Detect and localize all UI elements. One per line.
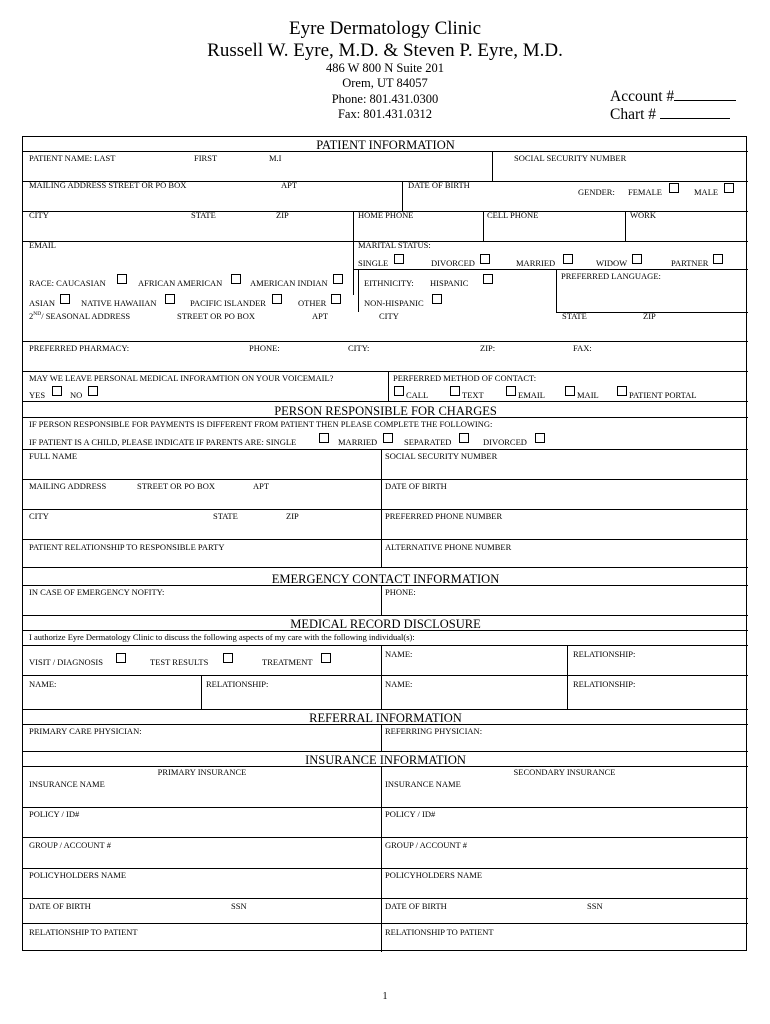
divider [23, 479, 748, 480]
parents-separated-checkbox[interactable] [459, 433, 469, 443]
work-phone-label: WORK [630, 210, 656, 220]
disclosure-tests-checkbox[interactable] [223, 653, 233, 663]
clinic-phone: Phone: 801.431.0300 [331, 92, 439, 106]
primary-ssn-label: SSN [231, 901, 247, 911]
divider [23, 371, 748, 372]
divider [23, 751, 748, 752]
marital-divorced-checkbox[interactable] [480, 254, 490, 264]
contact-call-checkbox[interactable] [394, 386, 404, 396]
divider [402, 181, 403, 211]
race-asian-label: ASIAN [29, 298, 55, 308]
marital-partner-checkbox[interactable] [713, 254, 723, 264]
patient-ssn-label: SOCIAL SECURITY NUMBER [514, 153, 627, 163]
apt-label: APT [281, 180, 298, 190]
home-phone-label: HOME PHONE [358, 210, 414, 220]
marital-married-label: MARRIED [516, 258, 556, 268]
gender-male-label: MALE [694, 187, 719, 197]
seasonal-state-label: STATE [562, 311, 587, 321]
contact-portal-label: PATIENT PORTAL [629, 390, 697, 400]
divider [23, 675, 748, 676]
referring-physician-label: REFERRING PHYSICIAN: [385, 726, 483, 736]
pharmacy-phone-label: PHONE: [249, 343, 280, 353]
marital-partner-label: PARTNER [671, 258, 709, 268]
race-pacific-islander-label: PACIFIC ISLANDER [190, 298, 266, 308]
seasonal-zip-label: ZIP [643, 311, 656, 321]
ethnicity-non-hispanic-checkbox[interactable] [432, 294, 442, 304]
parents-separated-label: SEPARATED [404, 437, 452, 447]
section-title-responsible-party: PERSON RESPONSIBLE FOR CHARGES [274, 404, 497, 418]
divider [556, 269, 557, 312]
responsible-full-name-label: FULL NAME [29, 451, 78, 461]
race-african-american-label: AFRICAN AMERICAN [138, 278, 223, 288]
disclosure-name-label-2: NAME: [29, 679, 57, 689]
section-title-emergency-contact: EMERGENCY CONTACT INFORMATION [271, 572, 500, 586]
race-native-hawaiian-label: NATIVE HAWAIIAN [81, 298, 157, 308]
disclosure-name-label-3: NAME: [385, 679, 413, 689]
divider [381, 645, 382, 709]
primary-dob-label: DATE OF BIRTH [29, 901, 91, 911]
primary-policy-label: POLICY / ID# [29, 809, 80, 819]
divider [353, 269, 748, 270]
secondary-relationship-label: RELATIONSHIP TO PATIENT [385, 927, 494, 937]
dob-label: DATE OF BIRTH [408, 180, 470, 190]
divider [625, 211, 626, 241]
divider [23, 417, 748, 418]
responsible-instruction: IF PERSON RESPONSIBLE FOR PAYMENTS IS DIFFERENT FROM PATIENT THEN PLEASE COMPLETE THE FOLLOWING: [29, 419, 493, 429]
city-label: CITY [29, 210, 49, 220]
doctor-names: Russell W. Eyre, M.D. & Steven P. Eyre, M.D. [207, 40, 563, 61]
account-label: Account # [610, 88, 675, 105]
divider [492, 151, 493, 181]
clinic-name: Eyre Dermatology Clinic [288, 18, 482, 39]
secondary-insurance-name-label: INSURANCE NAME [385, 779, 461, 789]
contact-email-label: EMAIL [518, 390, 545, 400]
emergency-phone-label: PHONE: [385, 587, 416, 597]
voicemail-yes-label: YES [29, 390, 46, 400]
pharmacy-city-label: CITY: [348, 343, 370, 353]
secondary-policyholder-label: POLICYHOLDERS NAME [385, 870, 483, 880]
secondary-ssn-label: SSN [587, 901, 603, 911]
divider [23, 630, 748, 631]
divider [353, 211, 354, 241]
page-number: 1 [382, 991, 388, 1002]
divider [23, 807, 748, 808]
race-african-american-checkbox[interactable] [231, 274, 241, 284]
parents-divorced-label: DIVORCED [483, 437, 527, 447]
disclosure-relationship-label-3: RELATIONSHIP: [573, 679, 636, 689]
parents-married-checkbox[interactable] [383, 433, 393, 443]
parents-status-label: IF PATIENT IS A CHILD, PLEASE INDICATE IF PARENTS ARE: SINGLE [29, 437, 297, 447]
responsible-apt-label: APT [253, 481, 270, 491]
divider [381, 766, 382, 952]
divider [23, 539, 748, 540]
disclosure-treatment-label: TREATMENT [262, 657, 313, 667]
contact-email-checkbox[interactable] [506, 386, 516, 396]
section-title-disclosure: MEDICAL RECORD DISCLOSURE [290, 617, 481, 631]
divider [23, 868, 748, 869]
race-asian-checkbox[interactable] [60, 294, 70, 304]
divider [201, 675, 202, 709]
race-american-indian-checkbox[interactable] [333, 274, 343, 284]
primary-physician-label: PRIMARY CARE PHYSICIAN: [29, 726, 142, 736]
voicemail-yes-checkbox[interactable] [52, 386, 62, 396]
ethnicity-label: EITHNICITY: [364, 278, 414, 288]
marital-widow-checkbox[interactable] [632, 254, 642, 264]
emergency-notify-label: IN CASE OF EMERGENCY NOFITY: [29, 587, 165, 597]
patient-mi-label: M.I [269, 153, 282, 163]
section-title-referral: REFERRAL INFORMATION [309, 711, 462, 725]
race-pacific-islander-checkbox[interactable] [272, 294, 282, 304]
cell-phone-label: CELL PHONE [487, 210, 539, 220]
clinic-fax: Fax: 801.431.0312 [337, 107, 433, 121]
chart-number-field[interactable] [610, 106, 730, 124]
marital-status-label: MARITAL STATUS: [358, 240, 431, 250]
disclosure-visit-label: VISIT / DIAGNOSIS [29, 657, 103, 667]
parents-divorced-checkbox[interactable] [535, 433, 545, 443]
voicemail-question: MAY WE LEAVE PERSONAL MEDICAL INFORAMTION ON YOUR VOICEMAIL? [29, 373, 334, 383]
marital-single-label: SINGLE [358, 258, 389, 268]
marital-divorced-label: DIVORCED [431, 258, 475, 268]
secondary-insurance-heading: SECONDARY INSURANCE [513, 767, 616, 777]
seasonal-city-label: CITY [379, 311, 399, 321]
divider [23, 401, 748, 402]
responsible-state-label: STATE [213, 511, 238, 521]
divider [381, 449, 382, 567]
parents-married-label: MARRIED [338, 437, 378, 447]
divider [23, 724, 748, 725]
mailing-address-label: MAILING ADDRESS STREET OR PO BOX [29, 180, 187, 190]
ethnicity-hispanic-checkbox[interactable] [483, 274, 493, 284]
race-other-label: OTHER [298, 298, 327, 308]
primary-group-label: GROUP / ACCOUNT # [29, 840, 111, 850]
section-title-insurance: INSURANCE INFORMATION [305, 753, 466, 767]
primary-relationship-label: RELATIONSHIP TO PATIENT [29, 927, 138, 937]
zip-label: ZIP [276, 210, 289, 220]
divider [483, 211, 484, 241]
divider [23, 615, 748, 616]
divider [23, 923, 748, 924]
voicemail-no-checkbox[interactable] [88, 386, 98, 396]
contact-text-checkbox[interactable] [450, 386, 460, 396]
divider [23, 151, 748, 152]
account-number-field[interactable] [610, 88, 736, 106]
seasonal-apt-label: APT [312, 311, 329, 321]
divider [23, 898, 748, 899]
responsible-zip-label: ZIP [286, 511, 299, 521]
responsible-city-label: CITY [29, 511, 49, 521]
gender-female-checkbox[interactable] [669, 183, 679, 193]
voicemail-no-label: NO [70, 390, 83, 400]
pharmacy-fax-label: FAX: [573, 343, 592, 353]
divider [23, 585, 748, 586]
gender-male-checkbox[interactable] [724, 183, 734, 193]
responsible-street-label: STREET OR PO BOX [137, 481, 216, 491]
responsible-ssn-label: SOCIAL SECURITY NUMBER [385, 451, 498, 461]
seasonal-street-label: STREET OR PO BOX [177, 311, 256, 321]
divider [23, 766, 748, 767]
primary-policyholder-label: POLICYHOLDERS NAME [29, 870, 127, 880]
responsible-dob-label: DATE OF BIRTH [385, 481, 447, 491]
divider [23, 509, 748, 510]
clinic-street: 486 W 800 N Suite 201 [326, 61, 444, 75]
contact-portal-checkbox[interactable] [617, 386, 627, 396]
divider [388, 371, 389, 401]
clinic-city: Orem, UT 84057 [342, 76, 428, 90]
contact-mail-label: MAIL [577, 390, 599, 400]
responsible-preferred-phone-label: PREFERRED PHONE NUMBER [385, 511, 503, 521]
disclosure-name-label-1: NAME: [385, 649, 413, 659]
contact-text-label: TEXT [462, 390, 484, 400]
state-label: STATE [191, 210, 216, 220]
parents-single-checkbox[interactable] [319, 433, 329, 443]
responsible-alt-phone-label: ALTERNATIVE PHONE NUMBER [385, 542, 512, 552]
gender-female-label: FEMALE [628, 187, 662, 197]
disclosure-relationship-label-1: RELATIONSHIP: [573, 649, 636, 659]
divider [23, 449, 748, 450]
pharmacy-zip-label: ZIP: [480, 343, 496, 353]
seasonal-address-label: 2ND/ SEASONAL ADDRESS [29, 311, 131, 321]
disclosure-treatment-checkbox[interactable] [321, 653, 331, 663]
patient-last-name-label: PATIENT NAME: LAST [29, 153, 116, 163]
contact-mail-checkbox[interactable] [565, 386, 575, 396]
ethnicity-hispanic-label: HISPANIC [430, 278, 469, 288]
secondary-dob-label: DATE OF BIRTH [385, 901, 447, 911]
race-native-hawaiian-checkbox[interactable] [165, 294, 175, 304]
preferred-language-label: PREFERRED LANGUAGE: [561, 271, 661, 281]
primary-insurance-name-label: INSURANCE NAME [29, 779, 105, 789]
gender-label: GENDER: [578, 187, 615, 197]
secondary-group-label: GROUP / ACCOUNT # [385, 840, 467, 850]
account-line [674, 89, 736, 101]
secondary-policy-label: POLICY / ID# [385, 809, 436, 819]
disclosure-visit-checkbox[interactable] [116, 653, 126, 663]
disclosure-tests-label: TEST RESULTS [150, 657, 209, 667]
divider [23, 645, 748, 646]
race-caucasian-checkbox[interactable] [117, 274, 127, 284]
divider [381, 724, 382, 751]
email-label: EMAIL [29, 240, 56, 250]
divider [23, 341, 748, 342]
race-caucasian-label: RACE: CAUCASIAN [29, 278, 106, 288]
contact-method-label: PERFERRED METHOD OF CONTACT: [393, 373, 537, 383]
pharmacy-label: PREFERRED PHARMACY: [29, 343, 130, 353]
disclosure-relationship-label-2: RELATIONSHIP: [206, 679, 269, 689]
divider [381, 585, 382, 615]
contact-call-label: CALL [406, 390, 429, 400]
patient-form [22, 136, 747, 951]
chart-line [660, 107, 730, 119]
race-other-checkbox[interactable] [331, 294, 341, 304]
responsible-relationship-label: PATIENT RELATIONSHIP TO RESPONSIBLE PARTY [29, 542, 225, 552]
divider [23, 567, 748, 568]
divider [358, 269, 359, 312]
race-american-indian-label: AMERICAN INDIAN [250, 278, 328, 288]
marital-widow-label: WIDOW [596, 258, 628, 268]
divider [567, 645, 568, 709]
divider [23, 709, 748, 710]
disclosure-authorization: I authorize Eyre Dermatology Clinic to discuss the following aspects of my care with the following individual(s): [29, 632, 415, 642]
divider [23, 837, 748, 838]
responsible-mailing-label: MAILING ADDRESS [29, 481, 107, 491]
marital-single-checkbox[interactable] [394, 254, 404, 264]
primary-insurance-heading: PRIMARY INSURANCE [157, 767, 247, 777]
chart-label: Chart # [610, 106, 657, 123]
divider [353, 241, 354, 295]
ethnicity-non-hispanic-label: NON-HISPANIC [364, 298, 424, 308]
patient-first-name-label: FIRST [194, 153, 218, 163]
marital-married-checkbox[interactable] [563, 254, 573, 264]
section-title-patient-information: PATIENT INFORMATION [316, 138, 455, 152]
